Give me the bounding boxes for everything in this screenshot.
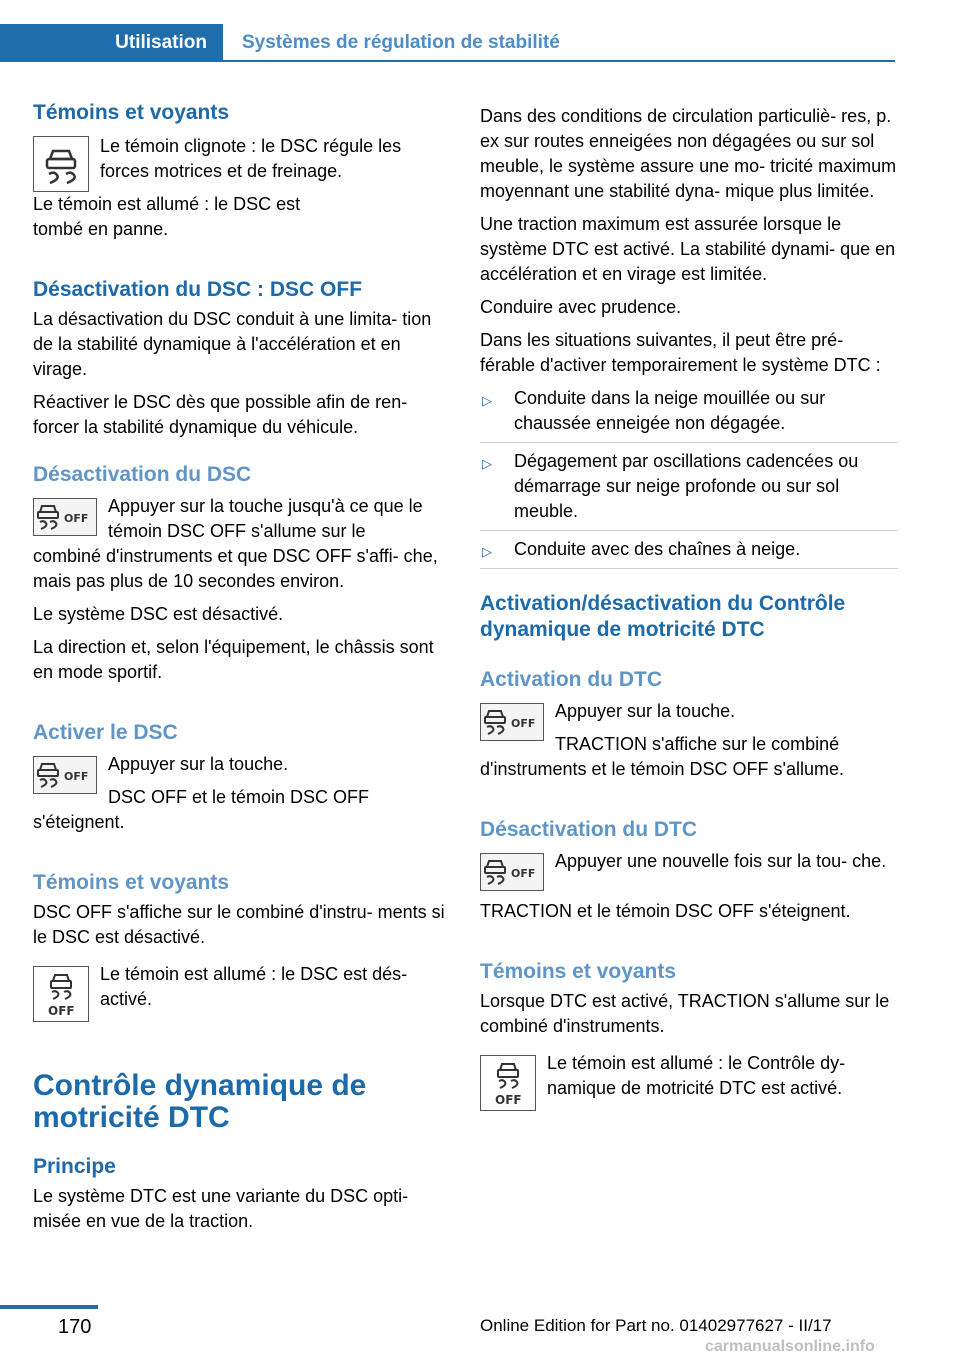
header-section-title: Systèmes de régulation de stabilité [242, 32, 560, 53]
heading-desactivation-dtc: Désactivation du DTC [480, 818, 698, 841]
heading-temoins-voyants-2: Témoins et voyants [33, 871, 230, 894]
icon-off-label: OFF [511, 867, 536, 880]
list-item: ▷ Conduite dans la neige mouillée ou sur chaussée enneigée non dégagée. [480, 380, 898, 443]
text-dsc-desactive-allume: Le témoin est allumé : le DSC est dés‐ activé. [100, 964, 408, 1009]
text-appuyer-touche: Appuyer sur la touche. [108, 754, 289, 774]
heading-temoins-voyants: Témoins et voyants [33, 101, 230, 124]
edition-footer: Online Edition for Part no. 01402977627 - II/17 [480, 1316, 832, 1335]
text-combine-instruments: combiné d'instruments et que DSC OFF s'affi‐ che, mais pas plus de 10 secondes environ. [33, 546, 438, 591]
text-dtc-active-allume: Le témoin est allumé : le Contrôle dy‐ namique de motricité DTC est activé. [547, 1053, 846, 1098]
dtc-active-warning-block [480, 1051, 898, 1111]
dsc-off-button-block [33, 494, 447, 544]
icon-off-label: OFF [511, 717, 536, 730]
heading-activation-desactivation-dtc: Activation/désactivation du Contrôle dynamique de motricité DTC [480, 592, 846, 641]
text-situations-suivantes: Dans les situations suivantes, il peut être pré‐ férable d'activer temporairement le système DTC : [480, 330, 881, 375]
situations-list [480, 380, 898, 569]
text-principe-dtc: Le système DTC est une variante du DSC opti‐ misée en vue de la traction. [33, 1186, 409, 1231]
desactivation-dtc-block [480, 849, 898, 891]
text-traction-eteignent: TRACTION et le témoin DSC OFF s'éteignent. [480, 901, 851, 921]
text-dsc-off-eteignent-b: s'éteignent. [33, 812, 125, 832]
left-column [33, 100, 447, 1234]
heading-activer-dsc: Activer le DSC [33, 721, 178, 744]
right-column [480, 100, 898, 1111]
dsc-off-button-icon-3 [480, 703, 544, 741]
text-conditions-circulation: Dans des conditions de circulation particuliè‐ res, p. ex sur routes enneigées non dégagées ou sur sol meuble, le système assure une mo‐ tricité maximum moyennant une stabilité dyna‐ mique plus limitée. [480, 106, 897, 201]
text-traction-affiche-b: d'instruments et le témoin DSC OFF s'allume. [480, 759, 844, 779]
text-desactivation-limitation: La désactivation du DSC conduit à une limita‐ tion de la stabilité dynamique à l'accélération et en virage. [33, 309, 432, 379]
header-rule [223, 60, 895, 62]
text-traction-maximum: Une traction maximum est assurée lorsque le système DTC est activé. La stabilité dynami‐ que en accélération et en virage est limitée. [480, 214, 896, 284]
text-appuyer-touche-dtc: Appuyer sur la touche. [555, 701, 736, 721]
text-appuyer-touche-jusqua: Appuyer sur la touche jusqu'à ce que le témoin DSC OFF s'allume sur le [108, 496, 423, 541]
text-dtc-active-traction: Lorsque DTC est activé, TRACTION s'allume sur le combiné d'instruments. [480, 991, 890, 1036]
heading-activation-dtc: Activation du DTC [480, 668, 662, 691]
text-conduire-prudence: Conduire avec prudence. [480, 297, 682, 317]
text-dsc-off-affiche: DSC OFF s'affiche sur le combiné d'instru‐ ments si le DSC est désactivé. [33, 902, 445, 947]
dsc-off-button-icon-4 [480, 853, 544, 891]
text-direction-chassis: La direction et, selon l'équipement, le châssis sont en mode sportif. [33, 637, 434, 682]
heading-desactivation-dsc: Désactivation du DSC [33, 463, 252, 486]
watermark: carmanualsonline.info [705, 1338, 875, 1355]
text-appuyer-nouvelle-fois: Appuyer une nouvelle fois sur la tou‐ che. [555, 851, 887, 871]
text-temoin-allume-a: Le témoin est allumé : le DSC est [33, 194, 301, 214]
footer-rule [0, 1305, 98, 1309]
list-item: ▷ Dégagement par oscillations cadencées ou démarrage sur neige profonde ou sur sol meuble. [480, 443, 898, 531]
bullet-triangle-icon: ▷ [482, 456, 492, 471]
heading-controle-dynamique-dtc: Contrôle dynamique de motricité DTC [33, 1069, 367, 1134]
icon-off-label: OFF [48, 1004, 75, 1018]
header-tab-utilisation: Utilisation [0, 24, 223, 62]
text-dsc-desactive: Le système DSC est désactivé. [33, 604, 284, 624]
heading-principe: Principe [33, 1155, 116, 1178]
icon-off-label: OFF [495, 1093, 522, 1107]
list-item: ▷ Conduite avec des chaînes à neige. [480, 531, 898, 569]
activer-dsc-block [33, 752, 447, 810]
dsc-skid-car-icon [33, 136, 89, 192]
icon-off-label: OFF [64, 512, 89, 525]
text-temoin-allume-b: tombé en panne. [33, 219, 169, 239]
dsc-off-warning-block [33, 962, 447, 1022]
text-traction-affiche-a: TRACTION s'affiche sur le combiné [555, 734, 840, 754]
text-dsc-off-eteignent-a: DSC OFF et le témoin DSC OFF [108, 787, 370, 807]
bullet-triangle-icon: ▷ [482, 544, 492, 559]
icon-off-label: OFF [64, 770, 89, 783]
heading-temoins-voyants-dtc: Témoins et voyants [480, 960, 677, 983]
page-number: 170 [58, 1316, 92, 1338]
heading-desactivation-dsc-off: Désactivation du DSC : DSC OFF [33, 278, 363, 301]
dsc-warning-block [33, 132, 447, 217]
dsc-off-button-icon-2 [33, 756, 97, 794]
dsc-off-warning-icon-2 [480, 1055, 536, 1111]
page-header [0, 24, 895, 62]
text-reactiver-dsc: Réactiver le DSC dès que possible afin de ren‐ forcer la stabilité dynamique du véhicule. [33, 392, 408, 437]
text-temoin-clignote: Le témoin clignote : le DSC régule les forces motrices et de freinage. [100, 136, 402, 181]
bullet-triangle-icon: ▷ [482, 393, 492, 408]
activation-dtc-block [480, 699, 898, 757]
dsc-off-button-icon [33, 498, 97, 536]
dsc-off-warning-icon [33, 966, 89, 1022]
